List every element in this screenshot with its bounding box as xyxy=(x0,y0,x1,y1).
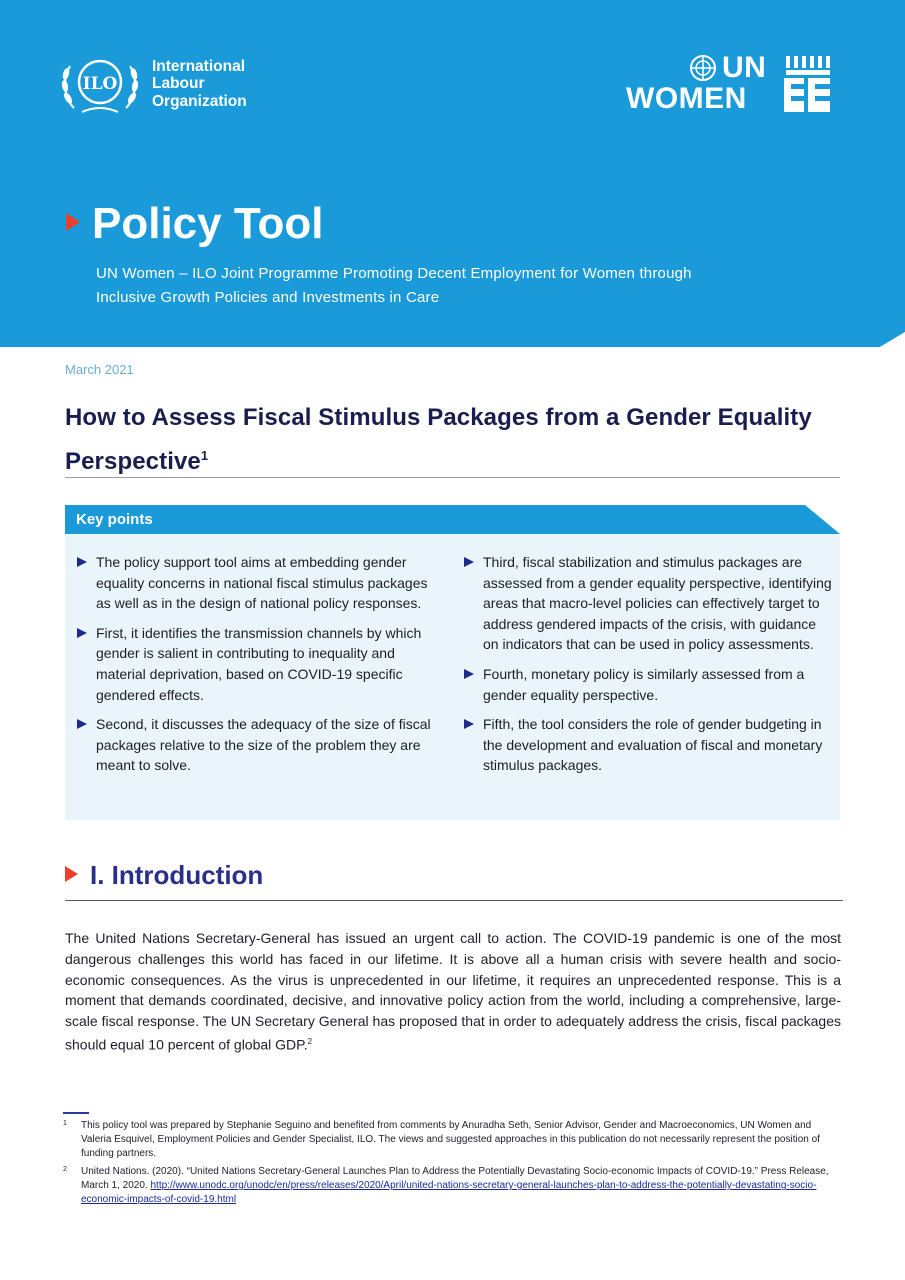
footnote-separator xyxy=(63,1112,89,1114)
bullet-arrow-icon xyxy=(464,557,474,567)
footnote-text: United Nations. (2020). “United Nations Secretary-General Launches Plan to Address the Potentially Devastating Socio-economic Impacts of COVID-19.” Press Release, March 1, 2020. xyxy=(81,1166,829,1191)
key-points-left-column xyxy=(75,552,445,785)
key-point-item: The policy support tool aims at embedding gender equality concerns in national fiscal stimulus packages as well as in the design of national policy responses. xyxy=(75,552,445,614)
bullet-arrow-icon xyxy=(464,669,474,679)
page-title xyxy=(66,196,323,252)
page-subtitle: UN Women – ILO Joint Programme Promoting Decent Employment for Women through Inclusive Growth Policies and Investments in Care xyxy=(96,265,692,306)
key-point-item: Fifth, the tool considers the role of gender budgeting in the development and evaluation of fiscal and monetary stimulus packages. xyxy=(462,714,832,776)
section-divider xyxy=(65,900,843,901)
footnote-ref-2[interactable]: 2 xyxy=(307,1036,313,1046)
ilo-logo xyxy=(60,50,247,118)
key-points-header: Key points xyxy=(76,511,153,528)
bullet-arrow-icon xyxy=(77,557,87,567)
banner-angled-band xyxy=(0,332,905,347)
key-point-item: Fourth, monetary policy is similarly assessed from a gender equality perspective. xyxy=(462,664,832,705)
key-points-right-column xyxy=(462,552,832,785)
publication-date: March 2021 xyxy=(65,362,134,377)
footnotes xyxy=(63,1119,833,1211)
unwomen-logo-un: UN xyxy=(722,51,767,84)
ilo-name-line3: Organization xyxy=(152,92,247,110)
unwomen-logo-women: WOMEN xyxy=(626,82,747,115)
section-heading-introduction: I. Introduction xyxy=(65,858,263,892)
footnote-ref-1[interactable]: 1 xyxy=(200,448,209,463)
title-divider xyxy=(65,477,840,478)
footnote-link[interactable]: http://www.unodc.org/unodc/en/press/releases/2020/April/united-nations-secretary-general-launches-plan-to-address-the-potentially-devastating-socio-economic-impacts-of-covid-19.html xyxy=(81,1180,817,1205)
key-point-item: Third, fiscal stabilization and stimulus packages are assessed from a gender equality perspective, identifying areas that macro-level policies can effectively target to address gendered impacts of the crisis, with guidance on indicators that can be used in policy assessments. xyxy=(462,552,832,655)
document-title xyxy=(65,399,825,481)
heading-arrow-icon xyxy=(65,866,78,882)
page-title-text: Policy Tool xyxy=(92,199,324,248)
key-point-item: Second, it discusses the adequacy of the size of fiscal packages relative to the size of the problem they are meant to solve. xyxy=(75,714,445,776)
footnote-number: 2 xyxy=(63,1166,67,1173)
bullet-arrow-icon xyxy=(77,628,87,638)
footnote-1 xyxy=(63,1119,833,1161)
bullet-arrow-icon xyxy=(77,719,87,729)
introduction-paragraph: The United Nations Secretary-General has issued an urgent call to action. The COVID-19 pandemic is one of the most dangerous challenges this world has faced in our lifetime. It is above all a human crisis with severe health and socio-economic consequences. As the virus is unprecedented in our lifetime, it requires an unprecedented response. This is a moment that demands coordinated, decisive, and innovative policy action from the world, including a comprehensive, large-scale fiscal response. The UN Secretary General has proposed that in order to adequately address the crisis, fiscal packages should equal 10 percent of global GDP.$^2$ xyxy=(65,930,841,1053)
bullet-arrow-icon xyxy=(464,719,474,729)
un-globe-icon xyxy=(688,54,718,84)
key-points-box xyxy=(65,534,840,820)
footnote-text: This policy tool was prepared by Stephanie Seguino and benefited from comments by Anuradha Seth, Senior Advisor, Gender and Macroeconomics, UN Women and Valeria Esquivel, Employment Policies and Gender Specialist, ILO. The views and suggested approaches in this publication do not necessarily represent the position of funding partners. xyxy=(81,1120,820,1159)
ilo-emblem-letters: ILO xyxy=(82,74,118,94)
ilo-name-line2: Labour xyxy=(152,75,205,93)
ilo-emblem-icon xyxy=(60,50,140,118)
unwomen-symbol-icon xyxy=(782,54,836,114)
title-arrow-icon xyxy=(66,213,80,231)
footnote-2 xyxy=(63,1165,833,1207)
key-point-item: First, it identifies the transmission channels by which gender is salient in contributing to inequality and material deprivation, based on COVID-19 specific gendered effects. xyxy=(75,623,445,705)
footnote-number: 1 xyxy=(63,1120,67,1127)
key-points-header-bar xyxy=(65,505,840,534)
ilo-name-line1: International xyxy=(152,57,246,75)
document-title-text: How to Assess Fiscal Stimulus Packages from a Gender Equality Perspective xyxy=(65,404,812,475)
unwomen-logo xyxy=(626,51,838,115)
